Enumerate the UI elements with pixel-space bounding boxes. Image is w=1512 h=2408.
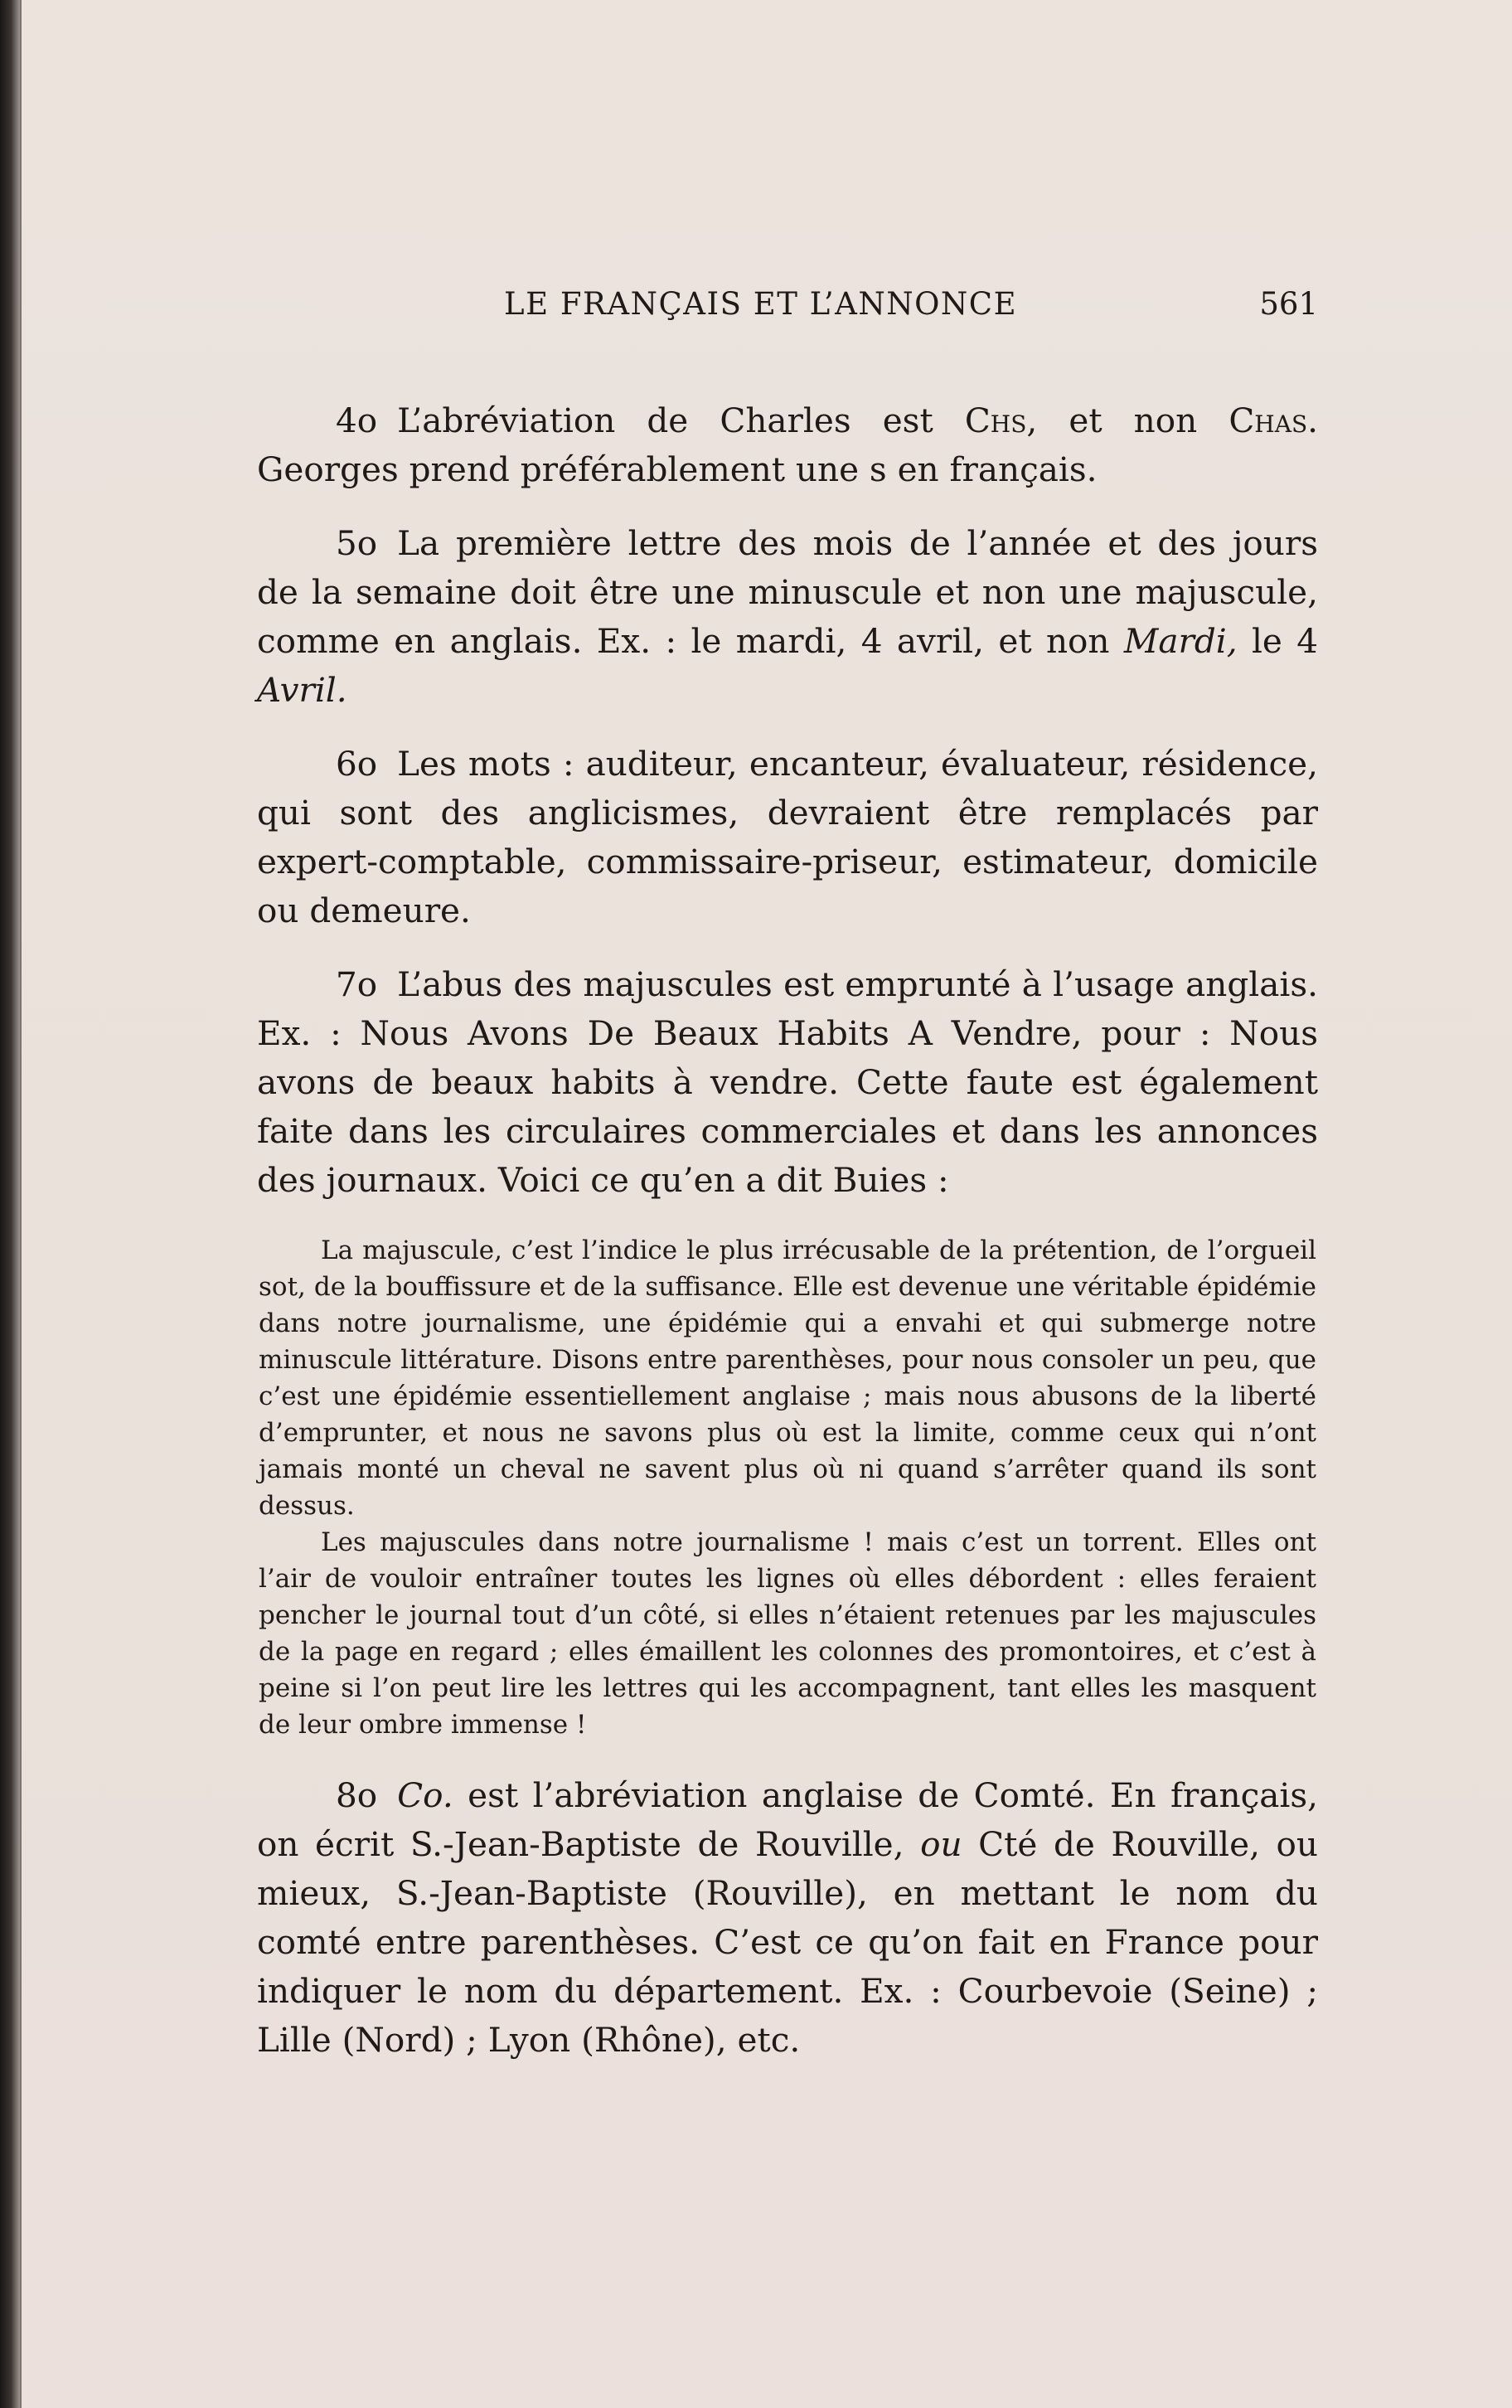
page-body [257,396,1318,2065]
item-number: 5o [336,523,378,563]
item-number: 6o [336,744,378,784]
paragraph-text: La première lettre des mois de l’année et des jours de la semaine doit être une minuscule et non une majuscule, comme en anglais. Ex. : le mardi, 4 avril, et non [257,523,1318,661]
page-header [257,286,1318,328]
paragraph-4 [257,396,1318,494]
paragraph-text: Georges prend préférablement une s en français. [257,449,1098,489]
item-number: 7o [336,964,378,1004]
running-title: LE FRANÇAIS ET L’ANNONCE [504,286,1018,322]
italic-ou: ou [920,1824,962,1864]
italic-mardi: Mardi, [1123,621,1238,661]
paragraph-text: Cté de Rouville, ou mieux, S.-Jean-Baptiste (Rouville), en mettant le nom du comté entre parenthèses. C’est ce qu’on fait en France pour indiquer le nom du département. Ex. : Courbevoie (Seine) ; Lille (Nord) ; Lyon (Rhône), etc. [257,1824,1318,2060]
quote-paragraph-2: Les majuscules dans notre journalisme ! mais c’est un torrent. Elles ont l’air de vouloir entraîner toutes les lignes où elles débordent : elles feraient pencher le journal tout d’un côté, si elles n’étaient retenues par les majuscules de la page en regard ; elles émaillent les colonnes des promontoires, et c’est à peine si l’on peut lire les lettres qui les accompagnent, tant elles les masquent de leur ombre immense ! [259,1527,1316,1740]
paragraph-text: et non [1069,401,1198,440]
paragraph-text: est l’abréviation anglaise de Comté. En français, on écrit S.-Jean-Baptiste de Rouville, [257,1775,1319,1864]
paragraph-6 [257,740,1318,935]
quote-paragraph-1: La majuscule, c’est l’indice le plus irrécusable de la prétention, de l’orgueil sot, de la bouffissure et de la suffisance. Elle est devenue une véritable épidémie dans notre journalisme, une épidémie qui a envahi et qui submerge notre minuscule littérature. Disons entre parenthèses, pour nous consoler un peu, que c’est une épidémie essentiellement anglaise ; mais nous abusons de la liberté d’emprunter, et nous ne savons plus où est la limite, comme ceux qui n’ont jamais monté un cheval ne savent plus où ni quand s’arrêter quand ils sont dessus. [259,1236,1316,1521]
binding-edge [20,0,22,2408]
paragraph-7 [257,960,1318,1205]
abbreviation-chas: Chas. [1228,401,1318,440]
block-quote [257,1232,1318,1743]
italic-co: Co. [397,1775,453,1815]
paragraph-text: Les mots : auditeur, encanteur, évaluateur, résidence, qui sont des anglicismes, devraient être remplacés par expert-comptable, commissaire-priseur, estimateur, domicile ou demeure. [257,744,1318,930]
item-number: 4o [336,401,378,440]
item-number: 8o [336,1775,378,1815]
binding-gutter [0,0,20,2408]
paragraph-5 [257,519,1318,715]
page-number: 561 [1259,286,1318,322]
paragraph-text: L’abus des majuscules est emprunté à l’usage anglais. Ex. : Nous Avons De Beaux Habits A Vendre, pour : Nous avons de beaux habits à vendre. Cette faute est également faite dans les circulaires commerciales et dans les annonces des journaux. Voici ce qu’en a dit Buies : [257,964,1318,1200]
italic-avril: Avril. [257,670,347,710]
paragraph-text: le 4 [1251,621,1319,661]
paragraph-8 [257,1771,1318,2065]
paragraph-text: L’abréviation de Charles est [397,401,933,440]
abbreviation-chs: Chs, [964,401,1038,440]
